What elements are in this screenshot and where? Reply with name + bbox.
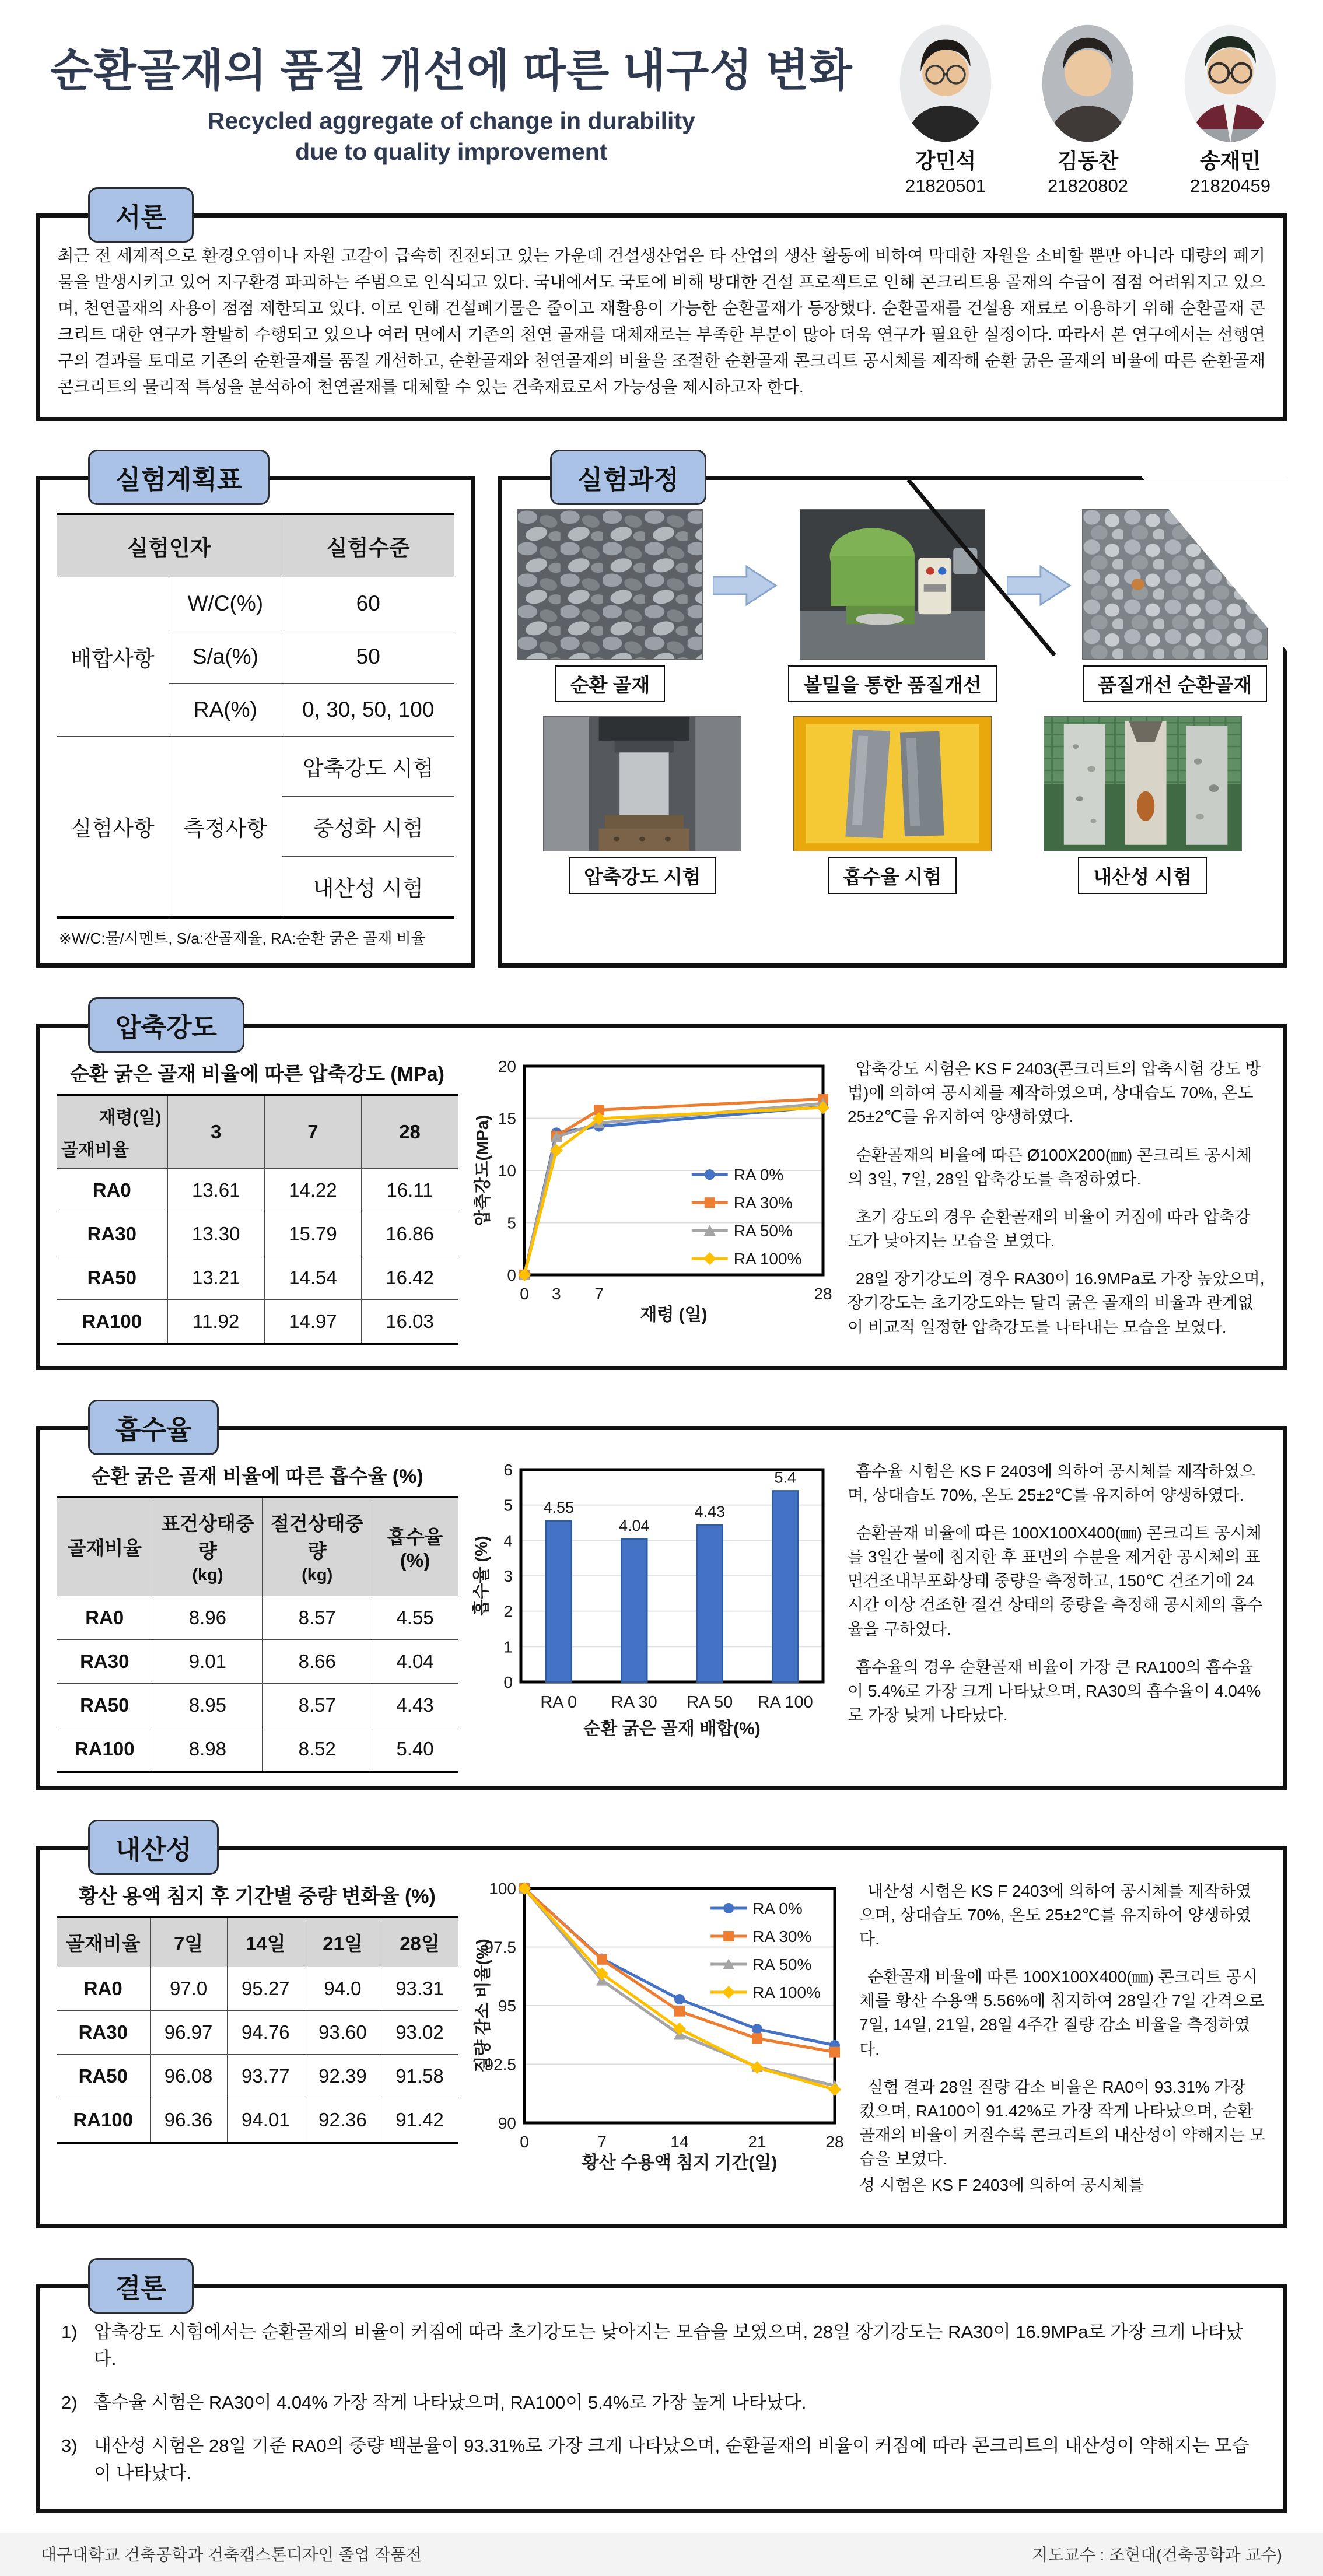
col-header: 골재비율 bbox=[57, 1497, 153, 1596]
photo-label: 볼밀을 통한 품질개선 bbox=[788, 665, 996, 702]
svg-text:순환 굵은 골재 배합(%): 순환 굵은 골재 배합(%) bbox=[583, 1719, 761, 1739]
absorption-text-col bbox=[848, 1459, 1269, 1773]
table-row bbox=[57, 1967, 458, 2010]
cell: 94.01 bbox=[227, 2098, 304, 2143]
acid-test-photo bbox=[1044, 716, 1242, 851]
svg-text:흡수율 (%): 흡수율 (%) bbox=[473, 1536, 491, 1616]
diagonal-header-cell bbox=[57, 1095, 167, 1168]
svg-text:1: 1 bbox=[503, 1637, 513, 1656]
absorption-chart-col bbox=[472, 1459, 834, 1773]
conclusion-item bbox=[61, 2433, 1262, 2487]
table-title: 순환 굵은 골재 비율에 따른 흡수율 (%) bbox=[91, 1465, 424, 1488]
section-experiment-plan bbox=[36, 465, 475, 968]
table-row bbox=[57, 737, 454, 797]
section-tab-intro: 서론 bbox=[88, 187, 194, 243]
svg-text:21: 21 bbox=[748, 2132, 766, 2151]
cell: 93.60 bbox=[304, 2010, 381, 2054]
plan-test-item: 압축강도 시험 bbox=[282, 737, 454, 797]
paragraph: 흡수율 시험은 KS F 2403에 의하여 공시체를 제작하였으며, 상대습도 70%, 온도 25±2℃를 유지하여 양생하였다. bbox=[848, 1462, 1256, 1504]
cell: 8.57 bbox=[262, 1683, 372, 1727]
row-header: RA100 bbox=[57, 2098, 150, 2143]
cell: 96.97 bbox=[150, 2010, 227, 2054]
footer-right: 지도교수 : 조현대(건축공학과 교수) bbox=[1032, 2546, 1282, 2564]
table-row bbox=[57, 2098, 458, 2143]
cell: 95.27 bbox=[227, 1967, 304, 2010]
portrait-illustration bbox=[897, 23, 995, 143]
svg-text:4.55: 4.55 bbox=[543, 1498, 575, 1516]
cell: 96.08 bbox=[150, 2054, 227, 2098]
cell: 14.97 bbox=[264, 1299, 361, 1344]
item-text: 내산성 시험은 28일 기준 RA0의 중량 백분율이 93.31%로 가장 크게 나타났으며, 순환골재의 비율이 커짐에 따라 콘크리트의 내산성이 약해지는 모습이 나타났다. bbox=[94, 2435, 1250, 2483]
plan-test-item: 내산성 시험 bbox=[282, 857, 454, 918]
svg-text:95: 95 bbox=[498, 1996, 516, 2015]
table-row bbox=[57, 1168, 458, 1212]
svg-text:RA 50%: RA 50% bbox=[752, 1955, 812, 1974]
author-photo bbox=[1026, 23, 1150, 143]
diag-bottom-label: 골재비율 bbox=[61, 1140, 129, 1160]
col-header: 14일 bbox=[227, 1917, 304, 1967]
paragraph: 순환골재의 비율에 따른 Ø100X200(㎜) 콘크리트 공시체의 3일, 7일, 28일 압축강도를 측정하였다. bbox=[848, 1145, 1252, 1188]
col-header bbox=[262, 1497, 372, 1596]
subtitle-line-2: due to quality improvement bbox=[295, 138, 608, 166]
col-header: 28 bbox=[362, 1095, 458, 1168]
table-row bbox=[57, 1917, 458, 1967]
table-row bbox=[57, 1095, 458, 1168]
svg-text:0: 0 bbox=[507, 1266, 516, 1285]
acid-resistance-table bbox=[57, 1916, 458, 2144]
compressive-chart-col bbox=[472, 1057, 834, 1353]
cell: 93.31 bbox=[382, 1967, 458, 2010]
col-header: 28일 bbox=[382, 1917, 458, 1967]
authors bbox=[883, 23, 1293, 197]
table-row bbox=[57, 1497, 458, 1596]
cell: 13.21 bbox=[167, 1256, 264, 1299]
paragraph: 순환골재 비율에 따른 100X100X400(㎜) 콘크리트 공시체를 3일간 물에 침지한 후 표면의 수분을 제거한 공시체의 표면건조내부포화상태 중량을 측정하고, 150℃ 건조기에 24시간 이상 건조한 절건 상태의 중량을 측정해 공시체의 흡수율을 구하였다. bbox=[848, 1523, 1263, 1638]
svg-text:6: 6 bbox=[503, 1460, 513, 1479]
row-header: RA30 bbox=[57, 1639, 153, 1683]
table-row bbox=[57, 514, 454, 577]
process-step bbox=[1044, 716, 1242, 894]
item-number: 1) bbox=[61, 2321, 78, 2342]
col-header: 골재비율 bbox=[57, 1917, 150, 1967]
plan-process-row bbox=[36, 465, 1287, 968]
table-row bbox=[57, 2010, 458, 2054]
svg-text:RA 0%: RA 0% bbox=[733, 1166, 784, 1184]
ball-mill-photo bbox=[800, 509, 985, 660]
cell: 93.02 bbox=[382, 2010, 458, 2054]
acid-chart-col bbox=[472, 1879, 845, 2211]
cell: 4.04 bbox=[372, 1639, 458, 1683]
paragraph: 실험 결과 28일 질량 감소 비율은 RA0이 93.31% 가장 컸으며, RA100이 91.42%로 가장 작게 나타났으며, 순환 골재의 비율이 커질수록 콘크리트의 내산성이 약해지는 모습을 보였다. bbox=[859, 2077, 1265, 2168]
cell: 16.03 bbox=[362, 1299, 458, 1344]
experiment-plan-table bbox=[57, 513, 454, 919]
paragraph: 압축강도 시험은 KS F 2403(콘크리트의 압축시험 강도 방법)에 의하여 공시체를 제작하였으며, 상대습도 70%, 온도 25±2℃를 유지하여 양생하였다. bbox=[848, 1060, 1261, 1126]
svg-text:RA 50%: RA 50% bbox=[733, 1222, 793, 1240]
table-row bbox=[57, 577, 454, 630]
row-header: RA0 bbox=[57, 1168, 167, 1212]
item-text: 압축강도 시험에서는 순환골재의 비율이 커짐에 따라 초기강도는 낮아지는 모습을 보였으며, 28일 장기강도는 RA30이 16.9MPa로 가장 크게 나타났다. bbox=[94, 2321, 1243, 2370]
author-photo bbox=[1168, 23, 1293, 143]
cell: 92.39 bbox=[304, 2054, 381, 2098]
plan-header-factor: 실험인자 bbox=[57, 514, 282, 577]
svg-text:7: 7 bbox=[594, 1285, 604, 1303]
svg-text:3: 3 bbox=[503, 1566, 513, 1585]
item-number: 3) bbox=[61, 2435, 78, 2456]
compressive-table-col bbox=[57, 1057, 458, 1353]
compressive-strength-table bbox=[57, 1094, 458, 1345]
absorption-bar-chart bbox=[472, 1459, 834, 1745]
svg-text:7: 7 bbox=[597, 2132, 607, 2151]
section-tab-absorption: 흡수율 bbox=[88, 1400, 219, 1455]
cell: 94.0 bbox=[304, 1967, 381, 2010]
footer-left: 대구대학교 건축공학과 건축캡스톤디자인 졸업 작품전 bbox=[41, 2546, 422, 2564]
cell: 15.79 bbox=[264, 1212, 361, 1256]
intro-text: 최근 전 세계적으로 환경오염이나 자원 고갈이 급속히 진전되고 있는 가운데 건설생산업은 타 산업의 생산 활동에 비하여 막대한 자원을 소비할 뿐만 아니라 대량의 폐기물을 발생시키고 있어 지구환경 파괴하는 주범으로 인식되고 있다. 국내에서도 국토에 비해 방대한 건설 프로젝트로 인해 콘크리트용 골재의 수급이 점점 어려워지고 있으며, 천연골재의 사용이 점점 제한되고 있다. 이로 인해 건설폐기물은 줄이고 재활용이 가능한 순환골재가 등장했다. 순환골재를 건설용 재료로 이용하기 위해 순환골재 콘크리트 대한 연구가 활발히 수행되고 있으나 여러 면에서 기존의 천연 골재를 대체재로는 부족한 부분이 많아 더욱 연구가 필요한 실정이다. 따라서 본 연구에서는 선행연구의 결과를 토대로 기존의 순환골재를 품질 개선하고, 순환골재와 천연골재의 비율을 조절한 순환골재 콘크리트 공시체를 제작해 순환 굵은 골재의 비율에 따른 순환골재 콘크리트의 물리적 특성을 분석하여 천연골재를 대체할 수 있는 건축재료로서 가능성을 제시하고자 한다. bbox=[58, 247, 1265, 397]
conclusion-item bbox=[61, 2389, 1262, 2417]
svg-text:28: 28 bbox=[825, 2132, 844, 2151]
item-text: 흡수율 시험은 RA30이 4.04% 가장 작게 나타났으며, RA100이 5.4%로 가장 높게 나타났다. bbox=[94, 2392, 807, 2413]
photo-label: 흡수율 시험 bbox=[828, 857, 957, 894]
plan-header-level: 실험수준 bbox=[282, 514, 454, 577]
cell: 16.86 bbox=[362, 1212, 458, 1256]
process-row-1 bbox=[517, 509, 1268, 702]
arrow-right-icon bbox=[713, 563, 778, 608]
page-title: 순환골재의 품질 개선에 따른 내구성 변화 bbox=[50, 46, 853, 96]
photo-label: 압축강도 시험 bbox=[569, 857, 716, 894]
svg-text:RA 30: RA 30 bbox=[611, 1692, 657, 1712]
section-acid-resistance bbox=[36, 1834, 1287, 2228]
svg-text:28: 28 bbox=[814, 1285, 832, 1303]
process-step bbox=[517, 509, 703, 702]
svg-text:4.04: 4.04 bbox=[618, 1516, 650, 1534]
acid-text-col bbox=[859, 1879, 1269, 2211]
svg-text:압축강도(MPa): 압축강도(MPa) bbox=[474, 1114, 492, 1226]
table-title: 순환 굵은 골재 비율에 따른 압축강도 (MPa) bbox=[70, 1063, 444, 1086]
svg-text:3: 3 bbox=[552, 1285, 561, 1303]
svg-text:2: 2 bbox=[503, 1602, 513, 1621]
svg-text:RA 0: RA 0 bbox=[540, 1692, 578, 1712]
svg-text:0: 0 bbox=[520, 1285, 529, 1303]
acid-test-illustration bbox=[1044, 717, 1241, 851]
section-tab-process: 실험과정 bbox=[550, 450, 706, 505]
cell: 92.36 bbox=[304, 2098, 381, 2143]
svg-text:RA 30%: RA 30% bbox=[733, 1194, 793, 1212]
section-tab-conclusion: 결론 bbox=[88, 2258, 194, 2314]
cell: 14.54 bbox=[264, 1256, 361, 1299]
aggregate-illustration bbox=[518, 510, 702, 659]
svg-text:RA 0%: RA 0% bbox=[752, 1899, 803, 1918]
section-intro bbox=[36, 202, 1287, 421]
plan-level: 0, 30, 50, 100 bbox=[282, 684, 454, 737]
cell: 8.98 bbox=[153, 1727, 262, 1772]
svg-text:5: 5 bbox=[503, 1496, 513, 1515]
cell: 11.92 bbox=[167, 1299, 264, 1344]
process-step bbox=[788, 509, 996, 702]
cell: 4.55 bbox=[372, 1596, 458, 1639]
col-header bbox=[153, 1497, 262, 1596]
compression-test-illustration bbox=[544, 717, 741, 851]
table-row bbox=[57, 1727, 458, 1772]
svg-text:RA 100: RA 100 bbox=[757, 1692, 813, 1712]
plan-test-item: 중성화 시험 bbox=[282, 797, 454, 857]
cell: 8.66 bbox=[262, 1639, 372, 1683]
col-header: 흡수율(%) bbox=[372, 1497, 458, 1596]
svg-text:4: 4 bbox=[503, 1531, 513, 1550]
table-row bbox=[57, 1299, 458, 1344]
diag-top-label: 재령(일) bbox=[99, 1108, 162, 1128]
col-header: 21일 bbox=[304, 1917, 381, 1967]
footer bbox=[0, 2533, 1323, 2576]
svg-text:100: 100 bbox=[489, 1879, 516, 1898]
cell: 91.42 bbox=[382, 2098, 458, 2143]
row-header: RA30 bbox=[57, 2010, 150, 2054]
acid-resistance-chart bbox=[472, 1879, 845, 2178]
cell: 93.77 bbox=[227, 2054, 304, 2098]
table-row bbox=[57, 2054, 458, 2098]
table-row bbox=[57, 1683, 458, 1727]
absorption-test-illustration bbox=[794, 717, 991, 851]
col-header: 7 bbox=[264, 1095, 361, 1168]
header-unit: (kg) bbox=[192, 1565, 223, 1585]
svg-text:5.4: 5.4 bbox=[774, 1469, 797, 1487]
svg-text:RA 30%: RA 30% bbox=[752, 1927, 812, 1946]
cell: 14.22 bbox=[264, 1168, 361, 1212]
cell: 13.30 bbox=[167, 1212, 264, 1256]
svg-text:황산 수용액 침지 기간(일): 황산 수용액 침지 기간(일) bbox=[582, 2153, 778, 2172]
compressive-strength-chart bbox=[472, 1057, 834, 1330]
compression-test-photo bbox=[543, 716, 741, 851]
row-header: RA100 bbox=[57, 1299, 167, 1344]
plan-footnote: ※W/C:물/시멘트, S/a:잔골재율, RA:순환 굵은 골재 비율 bbox=[59, 930, 426, 948]
section-absorption bbox=[36, 1414, 1287, 1790]
cell: 8.96 bbox=[153, 1596, 262, 1639]
author-card bbox=[1026, 23, 1150, 197]
process-step bbox=[793, 716, 992, 894]
section-tab-acid: 내산성 bbox=[88, 1820, 219, 1875]
absorption-test-photo bbox=[793, 716, 992, 851]
cell: 94.76 bbox=[227, 2010, 304, 2054]
paragraph: 흡수율의 경우 순환골재 비율이 가장 큰 RA100의 흡수율이 5.4%로 가장 크게 나타났으며, RA30의 흡수율이 4.04%로 가장 낮게 나타났다. bbox=[848, 1657, 1261, 1725]
section-compressive-strength bbox=[36, 1012, 1287, 1370]
recycled-aggregate-photo bbox=[517, 509, 703, 660]
svg-text:20: 20 bbox=[498, 1057, 516, 1076]
row-header: RA0 bbox=[57, 1967, 150, 2010]
plan-factor: W/C(%) bbox=[169, 577, 282, 630]
plan-level: 60 bbox=[282, 577, 454, 630]
paragraph: 순환골재 비율에 따른 100X100X400(㎜) 콘크리트 공시체를 황산 수용액 5.56%에 침지하여 28일간 7일 간격으로 7일, 14일, 21일, 28일 4주간 질량 감소 비율을 측정하였다. bbox=[859, 1968, 1265, 2058]
row-header: RA50 bbox=[57, 1256, 167, 1299]
header bbox=[0, 13, 1323, 196]
row-header: RA30 bbox=[57, 1212, 167, 1256]
svg-text:92.5: 92.5 bbox=[484, 2055, 516, 2074]
acid-table-col bbox=[57, 1879, 458, 2211]
col-header: 7일 bbox=[150, 1917, 227, 1967]
author-id: 21820501 bbox=[905, 176, 986, 196]
header-main: 표건상태중량 bbox=[161, 1512, 254, 1562]
absorption-table-col bbox=[57, 1459, 458, 1773]
header-unit: (kg) bbox=[302, 1565, 333, 1585]
compressive-text-col bbox=[848, 1057, 1269, 1353]
svg-text:5: 5 bbox=[507, 1214, 516, 1232]
table-title: 황산 용액 침지 후 기간별 중량 변화율 (%) bbox=[79, 1885, 436, 1908]
header-main: 절건상태중량 bbox=[271, 1512, 364, 1562]
author-id: 21820459 bbox=[1190, 176, 1270, 196]
arrow-right-icon bbox=[1007, 563, 1072, 608]
cell: 9.01 bbox=[153, 1639, 262, 1683]
plan-test-label: 실험사항 bbox=[57, 737, 169, 918]
paragraph: 내산성 시험은 KS F 2403에 의하여 공시체를 제작하였으며, 상대습도 70%, 온도 25±2℃를 유지하여 양생하였다. bbox=[859, 1881, 1252, 1948]
page-subtitle bbox=[50, 106, 853, 168]
svg-text:10: 10 bbox=[498, 1162, 516, 1180]
svg-text:90: 90 bbox=[498, 2114, 516, 2132]
title-block bbox=[50, 35, 853, 168]
table-row bbox=[57, 1639, 458, 1683]
svg-text:0: 0 bbox=[503, 1673, 513, 1691]
portrait-illustration bbox=[1181, 23, 1279, 143]
author-card bbox=[883, 23, 1008, 197]
svg-text:15: 15 bbox=[498, 1109, 516, 1128]
ball-mill-illustration bbox=[800, 510, 985, 659]
photo-label: 순환 골재 bbox=[555, 665, 666, 702]
col-header: 3 bbox=[167, 1095, 264, 1168]
item-number: 2) bbox=[61, 2392, 78, 2413]
photo-label: 품질개선 순환골재 bbox=[1083, 665, 1267, 702]
paragraph: 28일 장기강도의 경우 RA30이 16.9MPa로 가장 높았으며, 장기강도는 초기강도와는 달리 굵은 골재의 비율과 관계없이 비교적 일정한 압축강도를 나타내는 모습을 보였다. bbox=[848, 1270, 1265, 1336]
table-row bbox=[57, 1256, 458, 1299]
svg-text:재령 (일): 재령 (일) bbox=[640, 1305, 708, 1325]
process-row-2 bbox=[517, 716, 1268, 894]
cell: 16.42 bbox=[362, 1256, 458, 1299]
cell: 13.61 bbox=[167, 1168, 264, 1212]
portrait-illustration bbox=[1039, 23, 1137, 143]
svg-text:14: 14 bbox=[670, 2132, 689, 2151]
cell: 5.40 bbox=[372, 1727, 458, 1772]
photo-label: 내산성 시험 bbox=[1078, 857, 1207, 894]
cell: 8.57 bbox=[262, 1596, 372, 1639]
table-row bbox=[57, 1596, 458, 1639]
process-step bbox=[543, 716, 741, 894]
section-tab-plan: 실험계획표 bbox=[88, 450, 270, 505]
cell: 96.36 bbox=[150, 2098, 227, 2143]
row-header: RA100 bbox=[57, 1727, 153, 1772]
svg-text:4.43: 4.43 bbox=[694, 1502, 726, 1520]
svg-text:RA 100%: RA 100% bbox=[733, 1250, 802, 1268]
plan-level: 50 bbox=[282, 630, 454, 684]
conclusion-list bbox=[40, 2288, 1283, 2510]
cell: 16.11 bbox=[362, 1168, 458, 1212]
cell: 4.43 bbox=[372, 1683, 458, 1727]
row-header: RA50 bbox=[57, 1683, 153, 1727]
paragraph: 초기 강도의 경우 순환골재의 비율이 커짐에 따라 압축강도가 낮아지는 모습을 보였다. bbox=[848, 1207, 1251, 1250]
section-conclusion bbox=[36, 2273, 1287, 2514]
plan-factor: S/a(%) bbox=[169, 630, 282, 684]
table-row bbox=[57, 1212, 458, 1256]
svg-text:RA 50: RA 50 bbox=[687, 1692, 733, 1712]
plan-factor: RA(%) bbox=[169, 684, 282, 737]
author-card bbox=[1168, 23, 1293, 197]
row-header: RA0 bbox=[57, 1596, 153, 1639]
author-id: 21820802 bbox=[1048, 176, 1128, 196]
svg-text:0: 0 bbox=[520, 2132, 529, 2151]
absorption-table bbox=[57, 1496, 458, 1773]
cell: 8.95 bbox=[153, 1683, 262, 1727]
process-grid bbox=[502, 480, 1283, 905]
paragraph-fragment: 성 시험은 KS F 2403에 의하여 공시체를 bbox=[859, 2176, 1144, 2195]
section-experiment-process bbox=[498, 465, 1287, 968]
author-name: 송재민 bbox=[1199, 149, 1261, 173]
plan-measure-label: 측정사항 bbox=[169, 737, 282, 918]
svg-text:RA 100%: RA 100% bbox=[752, 1983, 821, 2002]
svg-text:질량 감소 비율(%): 질량 감소 비율(%) bbox=[474, 1939, 492, 2073]
plan-mix-label: 배합사항 bbox=[57, 577, 169, 737]
cell: 97.0 bbox=[150, 1967, 227, 2010]
author-name: 강민석 bbox=[915, 149, 977, 173]
conclusion-item bbox=[61, 2319, 1262, 2373]
subtitle-line-1: Recycled aggregate of change in durability bbox=[207, 107, 695, 134]
author-name: 김동찬 bbox=[1057, 149, 1119, 173]
author-photo bbox=[883, 23, 1008, 143]
cell: 91.58 bbox=[382, 2054, 458, 2098]
row-header: RA50 bbox=[57, 2054, 150, 2098]
section-tab-compressive: 압축강도 bbox=[88, 997, 244, 1053]
cell: 8.52 bbox=[262, 1727, 372, 1772]
svg-text:97.5: 97.5 bbox=[484, 1938, 516, 1957]
